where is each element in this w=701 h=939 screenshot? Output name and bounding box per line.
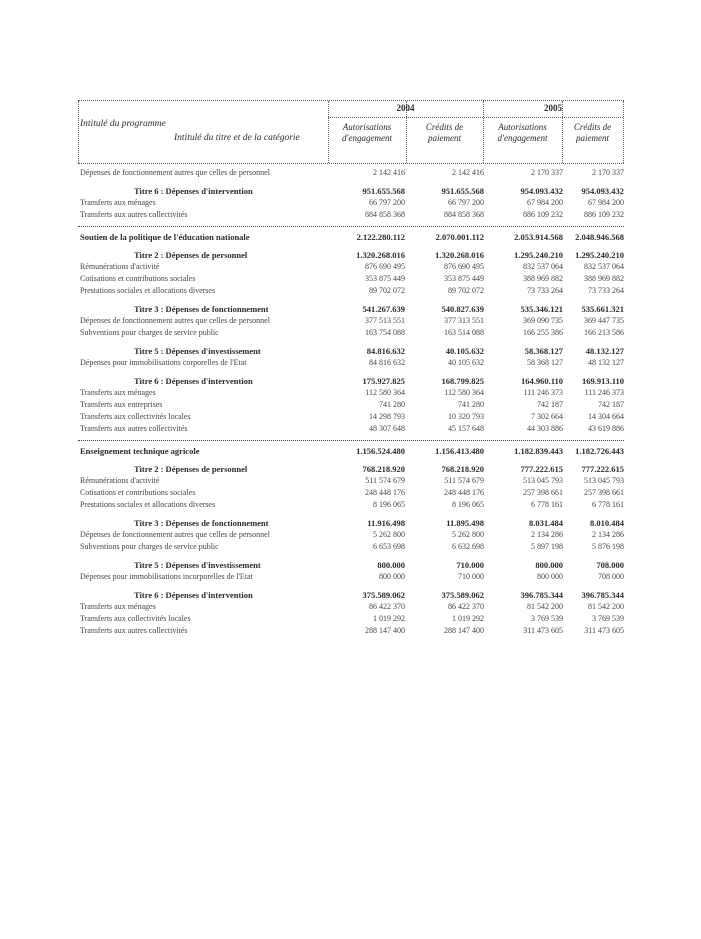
table-row [78, 286, 624, 298]
cell-value: 11.916.498 [367, 518, 405, 528]
cell-value: 248 448 176 [365, 488, 405, 497]
section-separator [78, 436, 624, 446]
cell-value: 768.218.920 [441, 464, 484, 474]
table-row [78, 424, 624, 436]
col-header-cp-2004 [406, 122, 483, 144]
cell-value: 511 574 679 [365, 476, 405, 485]
row-label: Transferts aux ménages [80, 198, 156, 207]
cell-value: 1.320.268.016 [356, 250, 405, 260]
cell-value: 710.000 [456, 560, 484, 570]
row-label: Titre 2 : Dépenses de personnel [134, 250, 248, 260]
cell-value: 48 132 127 [588, 358, 624, 367]
cell-value: 2 134 286 [592, 530, 624, 539]
cell-value: 388 969 882 [523, 274, 563, 283]
budget-table [78, 100, 624, 638]
row-label: Subventions pour charges de service public [80, 542, 219, 551]
cell-value: 710 000 [458, 572, 484, 581]
table-row [78, 572, 624, 584]
cell-value: 951.655.568 [362, 186, 405, 196]
row-label: Transferts aux collectivités locales [80, 412, 191, 421]
cell-value: 3 769 539 [592, 614, 624, 623]
cell-value: 8.031.484 [529, 518, 563, 528]
cell-value: 832 537 064 [584, 262, 624, 271]
row-label: Soutien de la politique de l'éducation nationale [80, 232, 250, 242]
cell-value: 84 816 632 [369, 358, 405, 367]
title-column-label: Intitulé du titre et de la catégorie [174, 133, 300, 143]
cell-value: 40 105 632 [448, 358, 484, 367]
cell-value: 2 134 286 [531, 530, 563, 539]
title-row [78, 186, 624, 198]
cell-value: 2.048.946.568 [575, 232, 624, 242]
cell-value: 2.070.001.112 [435, 232, 484, 242]
cell-value: 513 045 793 [523, 476, 563, 485]
cell-value: 112 580 364 [444, 388, 484, 397]
cell-value: 832 537 064 [523, 262, 563, 271]
cell-value: 375.589.062 [362, 590, 405, 600]
cell-value: 2 170 337 [531, 168, 563, 177]
title-row [78, 250, 624, 262]
table-row [78, 328, 624, 340]
cell-value: 6 653 698 [373, 542, 405, 551]
col-header-line: d'engagement [497, 133, 548, 143]
row-label: Cotisations et contributions sociales [80, 488, 196, 497]
cell-value: 377 513 551 [365, 316, 405, 325]
cell-value: 86 422 370 [369, 602, 405, 611]
cell-value: 6 778 161 [531, 500, 563, 509]
year-divider [328, 117, 623, 118]
row-label: Titre 3 : Dépenses de fonctionnement [134, 518, 269, 528]
program-row [78, 232, 624, 244]
cell-value: 66 797 200 [369, 198, 405, 207]
cell-value: 768.218.920 [362, 464, 405, 474]
table-row [78, 198, 624, 210]
cell-value: 8 196 065 [373, 500, 405, 509]
row-label: Rémunérations d'activité [80, 476, 160, 485]
cell-value: 777.222.615 [520, 464, 563, 474]
cell-value: 377 313 551 [444, 316, 484, 325]
table-row [78, 316, 624, 328]
cell-value: 58.368.127 [524, 346, 563, 356]
col-header-line: paiement [576, 133, 609, 143]
table-row [78, 412, 624, 424]
cell-value: 1.156.524.480 [356, 446, 405, 456]
cell-value: 396.785.344 [581, 590, 624, 600]
col-header-ae-2004 [328, 122, 406, 144]
cell-value: 1.182.839.443 [514, 446, 563, 456]
cell-value: 886 109 232 [584, 210, 624, 219]
cell-value: 3 769 539 [531, 614, 563, 623]
row-label: Enseignement technique agricole [80, 446, 200, 456]
cell-value: 81 542 200 [588, 602, 624, 611]
cell-value: 81 542 200 [527, 602, 563, 611]
table-row [78, 388, 624, 400]
table-row [78, 262, 624, 274]
row-label: Titre 6 : Dépenses d'intervention [134, 376, 253, 386]
cell-value: 800 000 [537, 572, 563, 581]
table-body [78, 164, 624, 638]
cell-value: 2.122.280.112 [356, 232, 405, 242]
col-header-line: paiement [428, 133, 461, 143]
row-label: Dépenses de fonctionnement autres que celles de personnel [80, 316, 270, 325]
title-row [78, 560, 624, 572]
row-label: Transferts aux autres collectivités [80, 424, 188, 433]
cell-value: 86 422 370 [448, 602, 484, 611]
program-row [78, 446, 624, 458]
title-row [78, 304, 624, 316]
cell-value: 886 109 232 [523, 210, 563, 219]
table-row [78, 614, 624, 626]
cell-value: 111 246 373 [523, 388, 563, 397]
table-row [78, 488, 624, 500]
cell-value: 311 473 605 [523, 626, 563, 635]
cell-value: 166 213 586 [584, 328, 624, 337]
cell-value: 66 797 200 [448, 198, 484, 207]
row-label: Prestations sociales et allocations diverses [80, 286, 216, 295]
row-label: Titre 5 : Dépenses d'investissement [134, 346, 261, 356]
cell-value: 257 398 661 [584, 488, 624, 497]
cell-value: 954.093.432 [581, 186, 624, 196]
cell-value: 954.093.432 [520, 186, 563, 196]
table-header [78, 100, 624, 164]
cell-value: 876 690 495 [365, 262, 405, 271]
program-column-label: Intitulé du programme [80, 119, 166, 129]
row-label: Cotisations et contributions sociales [80, 274, 196, 283]
cell-value: 5 262 800 [452, 530, 484, 539]
cell-value: 876 690 495 [444, 262, 484, 271]
cell-value: 175.927.825 [362, 376, 405, 386]
cell-value: 1 019 292 [373, 614, 405, 623]
row-label: Transferts aux autres collectivités [80, 210, 188, 219]
cell-value: 511 574 679 [444, 476, 484, 485]
cell-value: 11.895.498 [446, 518, 484, 528]
cell-value: 164.960.110 [520, 376, 563, 386]
year-2004: 2004 [396, 103, 415, 113]
col-header-line: Crédits de [573, 122, 612, 132]
cell-value: 375.589.062 [441, 590, 484, 600]
cell-value: 163 754 088 [365, 328, 405, 337]
column-divider [623, 101, 624, 163]
cell-value: 84.816.632 [366, 346, 405, 356]
title-row [78, 464, 624, 476]
row-label: Prestations sociales et allocations diverses [80, 500, 216, 509]
row-label: Titre 5 : Dépenses d'investissement [134, 560, 261, 570]
cell-value: 58 368 127 [527, 358, 563, 367]
cell-value: 48.132.127 [585, 346, 624, 356]
cell-value: 163 514 088 [444, 328, 484, 337]
row-label: Transferts aux collectivités locales [80, 614, 191, 623]
cell-value: 369 447 735 [584, 316, 624, 325]
col-header-ae-2005 [483, 122, 562, 144]
section-separator [78, 222, 624, 232]
cell-value: 535.661.321 [581, 304, 624, 314]
cell-value: 1 019 292 [452, 614, 484, 623]
cell-value: 1.295.240.210 [514, 250, 563, 260]
table-row [78, 530, 624, 542]
cell-value: 14 298 793 [369, 412, 405, 421]
row-label: Titre 6 : Dépenses d'intervention [134, 186, 253, 196]
table-row [78, 476, 624, 488]
col-header-line: Autorisations [498, 122, 547, 132]
row-label: Dépenses de fonctionnement autres que celles de personnel [80, 168, 270, 177]
cell-value: 288 147 400 [444, 626, 484, 635]
year-2005: 2005 [544, 103, 562, 113]
cell-value: 353 875 449 [444, 274, 484, 283]
cell-value: 884 858 368 [444, 210, 484, 219]
cell-value: 2.053.914.568 [514, 232, 563, 242]
table-row [78, 542, 624, 554]
row-label: Titre 3 : Dépenses de fonctionnement [134, 304, 269, 314]
column-divider [78, 101, 79, 163]
table-row [78, 274, 624, 286]
cell-value: 541.267.639 [362, 304, 405, 314]
row-label: Titre 2 : Dépenses de personnel [134, 464, 248, 474]
row-label: Dépenses pour immobilisations incorporelles de l'Etat [80, 572, 253, 581]
row-label: Dépenses pour immobilisations corporelles de l'Etat [80, 358, 247, 367]
cell-value: 535.346.121 [520, 304, 563, 314]
cell-value: 777.222.615 [581, 464, 624, 474]
table-row [78, 400, 624, 412]
row-label: Transferts aux autres collectivités [80, 626, 188, 635]
cell-value: 311 473 605 [584, 626, 624, 635]
cell-value: 884 858 368 [365, 210, 405, 219]
cell-value: 40.105.632 [445, 346, 484, 356]
cell-value: 7 302 664 [531, 412, 563, 421]
cell-value: 800.000 [377, 560, 405, 570]
cell-value: 89 702 072 [448, 286, 484, 295]
cell-value: 257 398 661 [523, 488, 563, 497]
cell-value: 168.799.825 [441, 376, 484, 386]
cell-value: 741 280 [379, 400, 405, 409]
cell-value: 1.320.268.016 [435, 250, 484, 260]
table-row [78, 210, 624, 222]
cell-value: 742 187 [537, 400, 563, 409]
cell-value: 2 142 416 [373, 168, 405, 177]
row-label: Titre 6 : Dépenses d'intervention [134, 590, 253, 600]
cell-value: 112 580 364 [365, 388, 405, 397]
cell-value: 800 000 [379, 572, 405, 581]
cell-value: 67 984 200 [527, 198, 563, 207]
cell-value: 8.010.484 [590, 518, 624, 528]
cell-value: 45 157 648 [448, 424, 484, 433]
col-header-line: Autorisations [342, 122, 392, 132]
cell-value: 2 142 416 [452, 168, 484, 177]
cell-value: 14 304 664 [588, 412, 624, 421]
cell-value: 6 778 161 [592, 500, 624, 509]
cell-value: 369 090 735 [523, 316, 563, 325]
cell-value: 741 280 [458, 400, 484, 409]
cell-value: 169.913.110 [581, 376, 624, 386]
cell-value: 708.000 [596, 560, 624, 570]
separator-line [78, 226, 624, 227]
cell-value: 44 303 886 [527, 424, 563, 433]
col-header-line: d'engagement [342, 133, 392, 143]
row-label: Transferts aux ménages [80, 602, 156, 611]
col-header-line: Crédits de [425, 122, 464, 132]
row-label: Dépenses de fonctionnement autres que celles de personnel [80, 530, 270, 539]
title-row [78, 376, 624, 388]
cell-value: 951.655.568 [441, 186, 484, 196]
cell-value: 353 875 449 [365, 274, 405, 283]
col-header-cp-2005 [562, 122, 623, 144]
row-label: Subventions pour charges de service public [80, 328, 219, 337]
cell-value: 248 448 176 [444, 488, 484, 497]
cell-value: 10 320 793 [448, 412, 484, 421]
cell-value: 73 733 264 [588, 286, 624, 295]
cell-value: 288 147 400 [365, 626, 405, 635]
table-row [78, 602, 624, 614]
cell-value: 67 984 200 [588, 198, 624, 207]
cell-value: 1.295.240.210 [575, 250, 624, 260]
cell-value: 89 702 072 [369, 286, 405, 295]
cell-value: 742 187 [598, 400, 624, 409]
title-row [78, 518, 624, 530]
cell-value: 396.785.344 [520, 590, 563, 600]
table-row [78, 626, 624, 638]
title-row [78, 590, 624, 602]
cell-value: 540.827.639 [441, 304, 484, 314]
separator-line [78, 440, 624, 441]
cell-value: 5 897 198 [531, 542, 563, 551]
cell-value: 48 307 648 [369, 424, 405, 433]
row-label: Rémunérations d'activité [80, 262, 160, 271]
cell-value: 6 632 698 [452, 542, 484, 551]
cell-value: 513 045 793 [584, 476, 624, 485]
row-label: Transferts aux ménages [80, 388, 156, 397]
title-row [78, 346, 624, 358]
cell-value: 1.156.413.480 [435, 446, 484, 456]
cell-value: 8 196 065 [452, 500, 484, 509]
cell-value: 43 619 886 [588, 424, 624, 433]
cell-value: 1.182.726.443 [575, 446, 624, 456]
table-row [78, 168, 624, 180]
cell-value: 800.000 [535, 560, 563, 570]
cell-value: 166 255 386 [523, 328, 563, 337]
row-label: Transferts aux entreprises [80, 400, 163, 409]
cell-value: 111 246 373 [584, 388, 624, 397]
table-row [78, 358, 624, 370]
cell-value: 2 170 337 [592, 168, 624, 177]
cell-value: 5 876 198 [592, 542, 624, 551]
cell-value: 388 969 882 [584, 274, 624, 283]
cell-value: 73 733 264 [527, 286, 563, 295]
table-row [78, 500, 624, 512]
cell-value: 708 000 [598, 572, 624, 581]
cell-value: 5 262 800 [373, 530, 405, 539]
